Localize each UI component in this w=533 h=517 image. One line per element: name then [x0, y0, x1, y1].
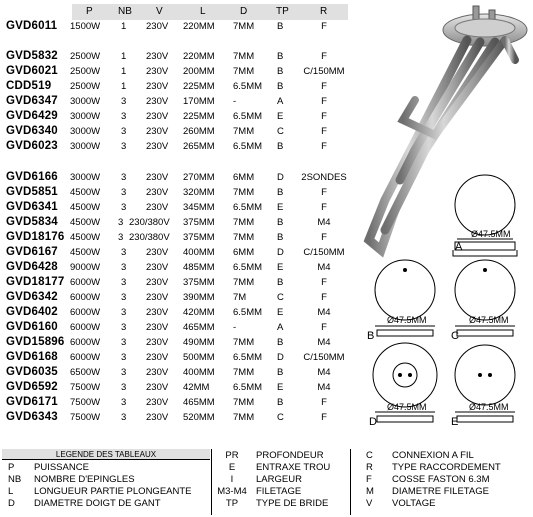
table-row [0, 186, 360, 200]
legend-item-key: TP [225, 498, 239, 509]
diameter-cell: 7MM [233, 277, 255, 288]
product-code: GVD6341 [6, 201, 58, 213]
product-code: GVD18176 [6, 231, 65, 243]
voltage-cell: 230V [146, 337, 169, 348]
flange-type-cell: D [277, 247, 284, 258]
flange-type-cell: B [277, 141, 284, 152]
header-nb: NB [118, 6, 132, 17]
connection-cell: F [321, 277, 327, 288]
diameter-cell: 6.5MM [233, 141, 263, 152]
header-d: D [240, 6, 248, 17]
header-r: R [320, 6, 328, 17]
length-cell: 400MM [183, 247, 215, 258]
power-cell: 1500W [70, 21, 101, 32]
table-row [0, 110, 360, 124]
legend-item-key: D [8, 498, 15, 509]
diameter-cell: 6.5MM [233, 202, 263, 213]
power-cell: 7500W [70, 382, 101, 393]
product-code: GVD6166 [6, 171, 58, 183]
pins-cell: 3 [121, 262, 127, 273]
length-cell: 220MM [183, 51, 215, 62]
legend-item-value: FILETAGE [256, 486, 302, 497]
product-code: GVD5834 [6, 216, 58, 228]
table-row [0, 80, 360, 94]
flange-type-cell: B [277, 187, 284, 198]
table-row [0, 246, 360, 260]
legend-item-value: CONNEXION A FIL [392, 450, 474, 461]
table-header-bg [72, 4, 348, 20]
power-cell: 7500W [70, 397, 101, 408]
pins-cell: 3 [121, 111, 127, 122]
legend-item-value: PUISSANCE [34, 462, 89, 473]
diameter-label-e: Ø47.5MM [469, 402, 509, 412]
legend-item-value: LONGUEUR PARTIE PLONGEANTE [34, 486, 192, 497]
length-cell: 465MM [183, 322, 215, 333]
legend-item-key: V [366, 498, 373, 509]
flange-type-cell: B [277, 367, 284, 378]
diameter-cell: 6.5MM [233, 262, 263, 273]
header-l: L [200, 6, 206, 17]
product-code: GVD5832 [6, 50, 58, 62]
connection-cell: C/150MM [303, 66, 345, 77]
pins-cell: 3 [121, 412, 127, 423]
table-row [0, 95, 360, 109]
legend-item-value: NOMBRE D'EPINGLES [34, 474, 135, 485]
connection-cell: F [321, 202, 327, 213]
length-cell: 490MM [183, 337, 215, 348]
connection-cell: F [321, 21, 327, 32]
product-code: GVD6011 [6, 20, 58, 32]
power-cell: 9000W [70, 262, 101, 273]
diameter-cell: 7MM [233, 187, 255, 198]
pins-cell: 3 [121, 382, 127, 393]
pins-cell: 3 [121, 292, 127, 303]
voltage-cell: 230V [146, 141, 169, 152]
flange-type-cell: E [277, 202, 284, 213]
legend-item-key: PR [225, 450, 239, 461]
power-cell: 3000W [70, 126, 101, 137]
voltage-cell: 230V [146, 397, 169, 408]
connection-cell: M4 [317, 367, 331, 378]
legend-title: LEGENDE DES TABLEAUX [2, 449, 210, 459]
power-cell: 6000W [70, 337, 101, 348]
voltage-cell: 230V [146, 81, 169, 92]
legend-item-value: DIAMETRE DOIGT DE GANT [34, 498, 161, 509]
flange-type-cell: A [277, 96, 284, 107]
flange-type-cell: B [277, 232, 284, 243]
table-row [0, 65, 360, 79]
product-code: GVD6160 [6, 321, 58, 333]
length-cell: 520MM [183, 412, 215, 423]
flange-type-cell: B [277, 51, 284, 62]
legend-col-divider-1 [211, 449, 212, 515]
pins-cell: 3 [121, 337, 127, 348]
power-cell: 6000W [70, 352, 101, 363]
product-code: GVD18177 [6, 276, 65, 288]
voltage-cell: 230V [146, 247, 169, 258]
product-code: CDD519 [6, 80, 52, 92]
pins-cell: 3 [121, 367, 127, 378]
table-row [0, 201, 360, 215]
diameter-cell: - [233, 322, 237, 333]
connection-cell: M4 [317, 337, 331, 348]
table-row [0, 140, 360, 154]
length-cell: 200MM [183, 66, 215, 77]
power-cell: 3000W [70, 96, 101, 107]
flange-type-cell: C [277, 126, 284, 137]
length-cell: 485MM [183, 262, 215, 273]
length-cell: 400MM [183, 367, 215, 378]
power-cell: 4500W [70, 232, 101, 243]
diagram-label-e: E [451, 416, 459, 428]
connection-cell: C/150MM [303, 247, 345, 258]
table-row [0, 50, 360, 64]
product-code: GVD6023 [6, 140, 58, 152]
legend-item-key: M [366, 486, 374, 497]
length-cell: 465MM [183, 397, 215, 408]
diameter-cell: 6.5MM [233, 307, 263, 318]
voltage-cell: 230V [146, 187, 169, 198]
connection-cell: F [321, 126, 327, 137]
power-cell: 6000W [70, 307, 101, 318]
connection-cell: F [321, 397, 327, 408]
table-row [0, 276, 360, 290]
pins-cell: 3 [121, 172, 127, 183]
heating-element-image [355, 0, 533, 440]
power-cell: 6000W [70, 277, 101, 288]
flange-type-cell: D [277, 172, 284, 183]
length-cell: 225MM [183, 81, 215, 92]
power-cell: 7500W [70, 412, 101, 423]
legend-item-value: TYPE DE BRIDE [256, 498, 329, 509]
voltage-cell: 230/380V [129, 217, 170, 228]
connection-cell: F [321, 187, 327, 198]
length-cell: 500MM [183, 352, 215, 363]
product-code: GVD6428 [6, 261, 58, 273]
voltage-cell: 230V [146, 172, 169, 183]
length-cell: 375MM [183, 232, 215, 243]
power-cell: 2500W [70, 66, 101, 77]
voltage-cell: 230V [146, 126, 169, 137]
flange-type-cell: C [277, 412, 284, 423]
voltage-cell: 230V [146, 66, 169, 77]
pins-cell: 3 [121, 126, 127, 137]
table-row [0, 411, 360, 425]
power-cell: 6000W [70, 322, 101, 333]
voltage-cell: 230/380V [129, 232, 170, 243]
diameter-cell: 7MM [233, 397, 255, 408]
product-code: GVD6035 [6, 366, 58, 378]
pins-cell: 3 [121, 352, 127, 363]
diameter-label-a: Ø47.5MM [471, 229, 511, 239]
connection-cell: F [321, 232, 327, 243]
voltage-cell: 230V [146, 202, 169, 213]
product-code: GVD6343 [6, 411, 58, 423]
pins-cell: 3 [121, 202, 127, 213]
power-cell: 2500W [70, 51, 101, 62]
legend-item-value: PROFONDEUR [256, 450, 324, 461]
pins-cell: 3 [118, 232, 124, 243]
flange-type-cell: B [277, 217, 284, 228]
voltage-cell: 230V [146, 277, 169, 288]
diameter-cell: 7MM [233, 21, 255, 32]
product-code: GVD6429 [6, 110, 58, 122]
table-row [0, 306, 360, 320]
flange-type-cell: B [277, 397, 284, 408]
connection-cell: M4 [317, 382, 331, 393]
diagram-label-b: B [367, 330, 375, 342]
connection-cell: F [321, 322, 327, 333]
product-illustration [355, 0, 533, 445]
flange-type-cell: C [277, 292, 284, 303]
pins-cell: 3 [121, 307, 127, 318]
flange-type-cell: B [277, 66, 284, 77]
connection-cell: F [321, 111, 327, 122]
pins-cell: 3 [121, 187, 127, 198]
voltage-cell: 230V [146, 96, 169, 107]
legend-item-value: DIAMETRE FILETAGE [392, 486, 489, 497]
diameter-cell: 7MM [233, 412, 255, 423]
legend-item-key: P [8, 462, 15, 473]
pins-cell: 1 [121, 21, 127, 32]
diameter-label-d: Ø47.5MM [387, 402, 427, 412]
diameter-cell: 6MM [233, 247, 255, 258]
length-cell: 345MM [183, 202, 215, 213]
voltage-cell: 230V [146, 262, 169, 273]
length-cell: 375MM [183, 217, 215, 228]
voltage-cell: 230V [146, 111, 169, 122]
legend-item-value: ENTRAXE TROU [256, 462, 331, 473]
legend [0, 449, 533, 517]
voltage-cell: 230V [146, 322, 169, 333]
product-code: GVD6168 [6, 351, 58, 363]
legend-item-key: E [228, 462, 236, 473]
connection-cell: F [321, 81, 327, 92]
length-cell: 260MM [183, 126, 215, 137]
table-row [0, 366, 360, 380]
length-cell: 375MM [183, 277, 215, 288]
pins-cell: 1 [121, 66, 127, 77]
pins-cell: 3 [121, 277, 127, 288]
connection-cell: F [321, 96, 327, 107]
table-row [0, 261, 360, 275]
power-cell: 6500W [70, 367, 101, 378]
flange-type-cell: B [277, 81, 284, 92]
connection-cell: C/150MM [303, 352, 345, 363]
diameter-cell: 6MM [233, 172, 255, 183]
product-code: GVD6167 [6, 246, 58, 258]
length-cell: 225MM [183, 111, 215, 122]
power-cell: 3000W [70, 172, 101, 183]
table-row [0, 125, 360, 139]
table-row [0, 231, 360, 245]
diameter-cell: 6.5MM [233, 111, 263, 122]
product-code: GVD5851 [6, 186, 58, 198]
product-code: GVD6342 [6, 291, 58, 303]
product-code: GVD6592 [6, 381, 58, 393]
product-code: GVD6347 [6, 95, 58, 107]
diameter-cell: - [233, 96, 237, 107]
table-row [0, 216, 360, 230]
legend-item-key: R [366, 462, 373, 473]
legend-item-key: I [230, 474, 234, 485]
voltage-cell: 230V [146, 412, 169, 423]
header-tp: TP [276, 6, 289, 17]
diameter-cell: 7MM [233, 126, 255, 137]
flange-type-cell: B [277, 277, 284, 288]
table-row [0, 396, 360, 410]
pins-cell: 1 [121, 51, 127, 62]
power-cell: 4500W [70, 187, 101, 198]
legend-item-value: TYPE RACCORDEMENT [392, 462, 501, 473]
length-cell: 390MM [183, 292, 215, 303]
voltage-cell: 230V [146, 307, 169, 318]
flange-type-cell: E [277, 307, 284, 318]
power-cell: 2500W [70, 81, 101, 92]
power-cell: 4500W [70, 217, 101, 228]
product-code: GVD6021 [6, 65, 58, 77]
diameter-cell: 6.5MM [233, 81, 263, 92]
power-cell: 6000W [70, 292, 101, 303]
connection-cell: F [321, 141, 327, 152]
diameter-label-b: Ø47.5MM [387, 315, 427, 325]
diagram-label-d: D [369, 416, 377, 428]
pins-cell: 3 [121, 141, 127, 152]
header-p: P [86, 6, 93, 17]
product-code: GVD6340 [6, 125, 58, 137]
legend-divider [2, 459, 210, 460]
diagram-label-c: C [451, 330, 459, 342]
connection-cell: M4 [317, 217, 331, 228]
legend-item-key: C [366, 450, 373, 461]
diameter-cell: 7MM [233, 217, 255, 228]
length-cell: 320MM [183, 187, 215, 198]
voltage-cell: 230V [146, 21, 169, 32]
pins-cell: 3 [121, 96, 127, 107]
flange-type-cell: D [277, 352, 284, 363]
length-cell: 42MM [183, 382, 210, 393]
voltage-cell: 230V [146, 352, 169, 363]
diagram-label-a: A [455, 241, 463, 253]
table-row [0, 321, 360, 335]
product-code: GVD15896 [6, 336, 65, 348]
legend-item-value: LARGEUR [256, 474, 302, 485]
header-v: V [156, 6, 163, 17]
table-row [0, 351, 360, 365]
connection-cell: M4 [317, 262, 331, 273]
table-row [0, 336, 360, 350]
flange-type-cell: E [277, 382, 284, 393]
length-cell: 170MM [183, 96, 215, 107]
connection-cell: 2SONDES [301, 172, 347, 183]
table-row [0, 381, 360, 395]
diameter-cell: 7MM [233, 337, 255, 348]
diameter-cell: 7M [233, 292, 247, 303]
pins-cell: 3 [118, 217, 124, 228]
pins-cell: 3 [121, 322, 127, 333]
flange-type-cell: E [277, 262, 284, 273]
diameter-cell: 6.5MM [233, 382, 263, 393]
pins-cell: 3 [121, 247, 127, 258]
table-row [0, 20, 360, 34]
table-row [0, 171, 360, 185]
pins-cell: 1 [121, 81, 127, 92]
connection-cell: M4 [317, 307, 331, 318]
voltage-cell: 230V [146, 51, 169, 62]
power-cell: 3000W [70, 111, 101, 122]
length-cell: 265MM [183, 141, 215, 152]
diameter-cell: 7MM [233, 367, 255, 378]
legend-item-value: COSSE FASTON 6.3M [392, 474, 490, 485]
length-cell: 220MM [183, 21, 215, 32]
diameter-cell: 7MM [233, 66, 255, 77]
connection-cell: F [321, 51, 327, 62]
flange-type-cell: E [277, 111, 284, 122]
legend-item-key: L [8, 486, 14, 497]
diameter-cell: 7MM [233, 51, 255, 62]
connection-cell: F [321, 292, 327, 303]
voltage-cell: 230V [146, 382, 169, 393]
legend-col-divider-2 [350, 449, 351, 515]
flange-type-cell: B [277, 21, 284, 32]
product-code: GVD6171 [6, 396, 58, 408]
product-code: GVD6402 [6, 306, 58, 318]
voltage-cell: 230V [146, 367, 169, 378]
legend-item-key: NB [8, 474, 22, 485]
diameter-cell: 7MM [233, 232, 255, 243]
legend-item-key: M3-M4 [217, 486, 247, 497]
power-cell: 3000W [70, 141, 101, 152]
connection-cell: F [321, 412, 327, 423]
length-cell: 420MM [183, 307, 215, 318]
power-cell: 4500W [70, 202, 101, 213]
legend-item-value: VOLTAGE [392, 498, 436, 509]
length-cell: 270MM [183, 172, 215, 183]
voltage-cell: 230V [146, 292, 169, 303]
legend-item-key: F [366, 474, 372, 485]
flange-type-cell: B [277, 337, 284, 348]
table-row [0, 291, 360, 305]
flange-type-cell: A [277, 322, 284, 333]
power-cell: 4500W [70, 247, 101, 258]
diameter-cell: 6.5MM [233, 352, 263, 363]
pins-cell: 3 [121, 397, 127, 408]
diameter-label-c: Ø47.5MM [469, 315, 509, 325]
